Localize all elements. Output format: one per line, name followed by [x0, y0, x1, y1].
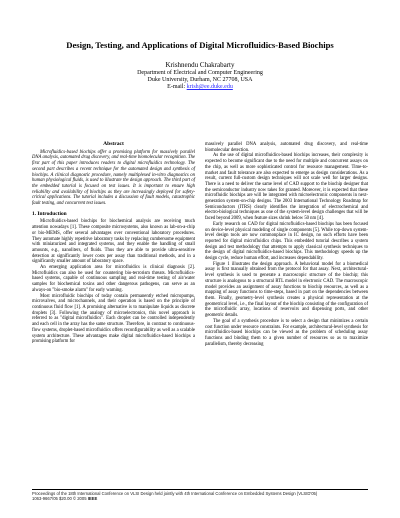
author-address: Duke University, Durham, NC 27708, USA: [147, 76, 253, 83]
abstract-text: Microfluidics-based biochips offer a promising platform for massively parallel DNA analysis, automated drug discovery, and real-time biomolecular recognition. The first part of this paper introduces readers to digital microfluidics technology. The second part describes a recent technique for the automated design and synthesis of biochips. A clinical diagnostic procedure, namely multiplexed in-vitro diagnostics on human physiological fluids, is used to illustrate the design approach. The third part of the embedded tutorial is focused on test issues. It is important to ensure high reliability and availability of biochips as they are increasingly deployed for safety-critical applications. The tutorial includes a discussion of fault models, catastrophic fault testing, and concurrent test issues.: [32, 149, 195, 207]
paper-title: Design, Testing, and Applications of Digital Microfluidics-Based Biochips: [66, 40, 334, 50]
email-label: E-mail:: [167, 84, 187, 91]
author-email: [100, 84, 300, 91]
footer-proceedings: Proceedings of the 18th International Conference on VLSI Design held jointly with 4th International Conference on Embedded Systems Design (VLSID'05): [32, 491, 318, 496]
body-paragraph: Figure 1 illustrates the design approach. A behavioral model for a biomedical assay is first manually obtained from the protocol for that assay. Next, architectural-level synthesis is used to generate a macroscopic structure of the biochip; this structure is analogous to a structural RTL model in electronic CAD. The macroscopic model provides an assignment of assay functions to biochip resources, as well as a mapping of assay functions to time-steps, based in part on the dependencies between them. Finally, geometry-level synthesis creates a physical representation at the geometrical level, i.e., the final layout of the biochip consisting of the configuration of the microfluidic array, locations of reservoirs and dispensing ports, and other geometric details.: [205, 261, 368, 319]
email-link[interactable]: krish@ee.duke.edu: [186, 84, 233, 91]
author-name: Krishnendu Chakrabarty: [165, 61, 235, 69]
section-heading-introduction: 1. Introduction: [32, 210, 67, 217]
body-paragraph: massively parallel DNA analysis, automated drug discovery, and real-time biomolecular detection.: [205, 142, 368, 153]
footer-divider: [32, 489, 368, 490]
right-column: [205, 142, 368, 347]
author-block: [100, 61, 300, 92]
ieee-logo-text: IEEE: [87, 496, 98, 502]
intro-paragraph: Microfluidics-based biochips for biochemical analysis are receiving much attention nowadays [1]. These composite microsystems, also known as lab-on-a-chip or bio-MEMS, offer several advantages over conventional laboratory procedures. They automate highly repetitive laboratory tasks by replacing cumbersome equipment with miniaturized and integrated systems, and they enable the handling of small amounts, e.g., nanoliters, of fluids. Thus they are able to provide ultra-sensitive detection at significantly lower costs per assay than traditional methods, and in a significantly smaller amount of laboratory space.: [32, 219, 195, 265]
abstract-heading: Abstract: [103, 141, 124, 147]
body-paragraph: The goal of a synthesis procedure is to select a design that minimizes a certain cost function under resource constraints. For example, architectural-level synthesis for microfluidics-based biochips can be viewed as the problem of scheduling assay functions and binding them to a given number of resources so as to maximize parallelism, thereby decreasing: [205, 318, 368, 347]
page-footer: [32, 491, 372, 502]
body-paragraph: As the use of digital microfluidics-based biochips increases, their complexity is expected to become significant due to the need for multiple and concurrent assays on the chip, as well as more sophisticated control for resource management. Time-to-market and fault tolerance are also expected to emerge as design considerations. As a result, current full-custom design techniques will not scale well for larger designs. There is a need to deliver the same level of CAD support to the biochip designer that the semiconductor industry now takes for granted. Moreover, it is expected that these microfluidic biochips are will be integrated with microelectronic components in next-generation system-on-chip designs. The 2003 International Technology Roadmap for Semiconductors (ITRS) clearly identifies the integration of electrochemical and electro-biological techniques as one of the system-level design challenges that will be faced beyond 2009, when feature sizes shrink below 50 nm [4].: [205, 153, 368, 222]
intro-paragraph: An emerging application area for microfluidics is clinical diagnosis [2]. Microfluidics can also be used for countering bio-terrorism threats. Microfluidics-based systems, capable of continuous sampling and real-time testing of air/water samples for biochemical toxins and other dangerous pathogens, can serve as an always-on "bio-smoke alarm" for early warning.: [32, 265, 195, 293]
footer-price: 1063-9667/05 $20.00 © 2005: [32, 496, 88, 502]
body-paragraph: Early research on CAD for digital microfluidics-based biochips has been focused on device-level physical modeling of single components [5]. While top-down system-level design tools are now commonplace in IC design, no such efforts have been reported for digital microfluidics chips. This embedded tutorial describes a system design and test methodology that attempts to apply classical synthesis techniques to the design of digital microfluidics-based biochips. This methodology speeds up the design cycle, reduce human effort, and increases dependability.: [205, 221, 368, 262]
left-column: [32, 142, 195, 345]
intro-paragraph: Most microfluidic biochips of today contain permanently etched micropumps, microvalves, and microchannels, and their operation is based on the principle of continuous fluid flow [1]. A promising alternative is to manipulate liquids as discrete droplets [3]. Following the analogy of microelectronics, this novel approach is referred to as "digital microfluidics". Each droplet can be controlled independently and each cell in the array has the same structure. Therefore, in contrast to continuous-flow systems, droplet-based microfluidics offers reconfigurability as well as a scalable system architecture. These advantages make digital microfluidics-based biochips a promising platform for: [32, 293, 195, 345]
author-department: Department of Electrical and Computer Engineering: [137, 69, 263, 76]
footer-copyright: [32, 496, 372, 501]
